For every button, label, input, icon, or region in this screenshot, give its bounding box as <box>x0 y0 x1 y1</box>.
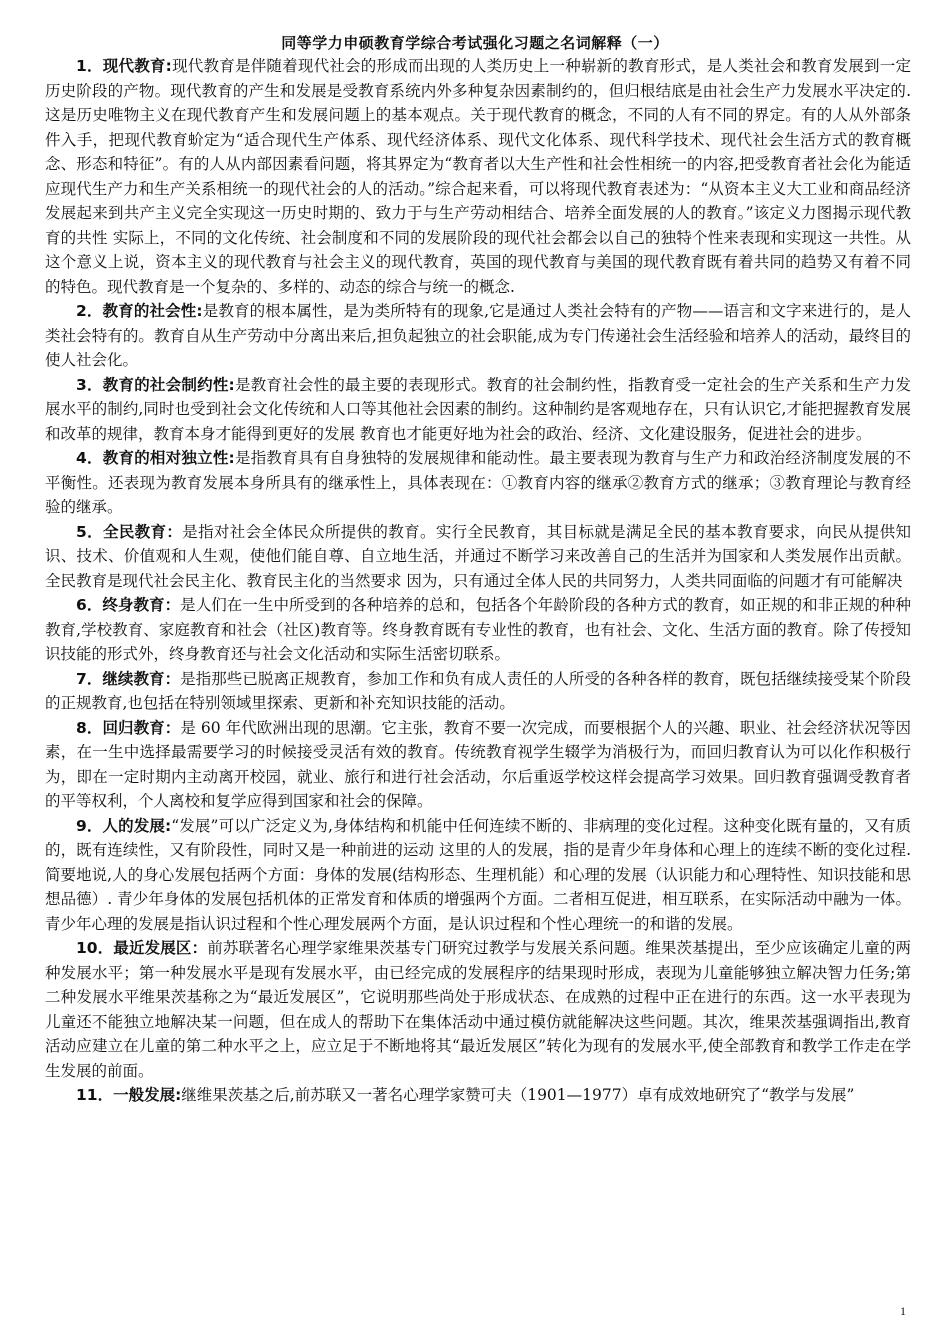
entry-text: 现代教育是伴随着现代社会的形成而出现的人类历史上一种崭新的教育形式，是人类社会和教育发展到一定历史阶段的产物。现代教育的产生和发展是受教育系统内外多种复杂因素制约的，但归根结底是由社会生产力发展水平决定的. 这是历史唯物主义在现代教育产生和发展问题上的基本观点。关于现代教育的概念，不同的人有不同的界定。有的人从外部条件入手，把现代教育蚧定为“适合现代生产体系、现代经济体系、现代文化体系、现代科学技术、现代社会生活方式的教育概念、形态和特征”。有的人从内部因素看问题，将其界定为“教育者以大生产性和社会性相统一的内容,把受教育者社会化为能适应现代生产力和生产关系相统一的现代社会的人的活动。”综合起来看，可以将现代教育表述为：“从资本主义大工业和商品经济发展起来到共产主义完全实现这一历史时期的、致力于与生产劳动相结合、培养全面发展的人的教育。”该定义力图揭示现代教育的共性 实际上，不同的文化传统、社会制度和不同的发展阶段的现代社会都会以自己的独特个性来表现和实现这一共性。从这个意义上说，资本主义的现代教育与社会主义的现代教育，英国的现代教育与美国的现代教育既有着共同的趋势又有着不同的特色。现代教育是一个复杂的、多样的、动态的综合与统一的概念. <box>45 57 911 296</box>
entry-text: 继维果茨基之后,前苏联又一著名心理学家赞可夫（1901—1977）卓有成效地研究了“教学与发展” <box>181 1086 855 1104</box>
entry-term: 9．人的发展: <box>76 816 172 835</box>
entry-text: 是指对社会全体民众所提供的教育。实行全民教育，其目标就是满足全民的基本教育要求，向民从提供知识、技术、价值观和人生观，使他们能自尊、自立地生活，并通过不断学习来改善自己的生活并为国家和人类发展作出贡献。全民教育是现代社会民主化、教育民主化的当然要求 因为，只有通过全体人民的共同努力，人类共同面临的问题才有可能解决 <box>45 522 911 590</box>
entry-text: 是指那些已脱离正规教育，参加工作和负有成人责任的人所受的各种各样的教育，既包括继续接受某个阶段的正规教育,也包括在特别领域里探索、更新和补充知识技能的活动。 <box>45 669 911 712</box>
entry-education-for-all <box>45 520 911 594</box>
entries-list <box>45 54 911 1108</box>
entry-text: 前苏联著名心理学家维果茨基专门研究过教学与发展关系问题。维果茨基提出，至少应该确定儿童的两种发展水平；第一种发展水平是现有发展水平，由已经完成的发展程序的结果现时形成，表现为儿童能够独立解决智力任务;第二种发展水平维果茨基称之为“最近发展区”，它说明那些尚处于形成状态、在成熟的过程中正在进行的东西。这一水平表现为儿童还不能独立地解决某一问题，但在成人的帮助下在集体活动中通过模仿就能解决这些问题。其次，维果茨基强调指出,教育活动应建立在儿童的第二种水平之上，应立足于不断地将其“最近发展区”转化为现有的发展水平,使全部教育和教学工作走在学生发展的前面。 <box>45 939 911 1080</box>
entry-text: 是教育的根本属性，是为类所特有的现象,它是通过人类社会特有的产物——语言和文字来进行的，是人类社会特有的。教育自从生产劳动中分离出来后,担负起独立的社会职能,成为专门传递社会生活经验和培养人的活动，最终目的使人社会化。 <box>45 302 912 369</box>
entry-term: 1．现代教育: <box>76 57 172 75</box>
entry-text: 是指教育具有自身独特的发展规律和能动性。最主要表现为教育与生产力和政治经济制度发展的不平衡性。还表现为教育发展本身所具有的继承性上，具体表现在：①教育内容的继承②教育方式的继承；③教育理论与教育经验的继承。 <box>45 449 911 516</box>
entry-text: 是人们在一生中所受到的各种培养的总和，包括各个年龄阶段的各种方式的教育，如正规的和非正规的种种教育,学校教育、家庭教育和社会（社区)教育等。终身教育既有专业性的教育，也有社会、文化、生活方面的教育。除了传授知识技能的形式外，终身教育还与社会文化活动和实际生活密切联系。 <box>45 596 911 663</box>
entry-term: 6．终身教育： <box>76 596 181 614</box>
entry-text: “发展”可以广泛定义为,身体结构和机能中任何连续不断的、非病理的变化过程。这种变化既有量的，又有质的，既有连续性，又有阶段性，同时又是一种前进的运动 这里的人的发展，指的是青少年身体和心理上的连续不断的变化过程. 简要地说,人的身心发展包括两个方面：身体的发展(结构形态、生理机能）和心理的发展（认识能力和心理特性、知识技能和思想品德）. 青少年身体的发展包括机体的正常发育和体质的增强两个方面。二者相互促进，相互联系，在实际活动中融为一体。青少年心理的发展是指认识过程和个性心理发展两个方面，是认识过程和个性心理统一的和谐的发展。 <box>45 816 911 933</box>
entry-lifelong-education <box>45 593 911 667</box>
entry-term: 2．教育的社会性: <box>76 302 203 320</box>
entry-term: 4．教育的相对独立性: <box>76 449 235 467</box>
entry-social-nature <box>45 299 911 373</box>
entry-modern-education <box>45 54 911 299</box>
entry-term: 8．回归教育： <box>76 718 181 737</box>
entry-term: 10．最近发展区： <box>76 939 208 957</box>
entry-text: 是 60 年代欧洲出现的思潮。它主张，教育不要一次完成，而要根据个人的兴趣、职业、社会经济状况等因素，在一生中选择最需要学习的时候接受灵活有效的教育。传统教育视学生辍学为消极行为，而回归教育认为可以化作积极行为，即在一定时期内主动离开校园，就业、旅行和进行社会活动，尔后重返学校这样会提高学习效果。回归教育强调受教育者的平等权利，个人离校和复学应得到国家和社会的保障。 <box>45 718 911 810</box>
entry-term: 11．一般发展: <box>76 1086 182 1104</box>
entry-term: 3．教育的社会制约性: <box>76 375 235 394</box>
entry-text: 是教育社会性的最主要的表现形式。教育的社会制约性，指教育受一定社会的生产关系和生产力发展水平的制约,同时也受到社会文化传统和人口等其他社会因素的制约。这种制约是客观地存在，只有认识它,才能把握教育发展和改革的规律，教育本身才能得到更好的发展 教育也才能更好地为社会的政治、经济、文化建设服务，促进社会的进步。 <box>45 375 911 443</box>
page-number: 1 <box>900 1304 906 1318</box>
entry-relative-independence <box>45 446 911 520</box>
entry-general-development <box>45 1083 911 1108</box>
entry-recurrent-education <box>45 716 911 814</box>
entry-human-development <box>45 814 911 937</box>
entry-continuing-education <box>45 667 911 716</box>
entry-term: 7．继续教育： <box>76 669 181 688</box>
entry-zone-proximal-development <box>45 936 911 1083</box>
document-title: 同等学力申硕教育学综合考试强化习题之名词解释（一） <box>281 34 669 52</box>
entry-social-constraint <box>45 373 911 447</box>
entry-term: 5．全民教育： <box>76 522 183 541</box>
